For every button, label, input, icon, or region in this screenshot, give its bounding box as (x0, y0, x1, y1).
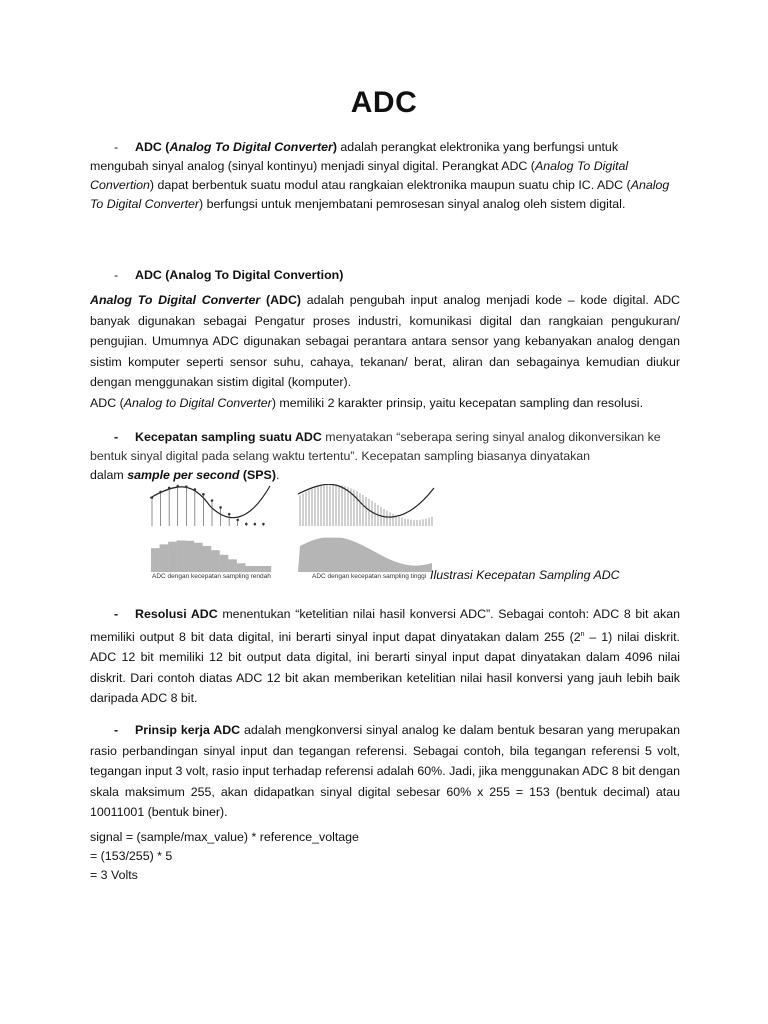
characteristics-line: ADC (Analog to Digital Converter) memiliki 2 karakter prinsip, yaitu kecepatan sampling dan resolusi. (90, 395, 644, 410)
quantized-step (194, 543, 203, 572)
sample-point (151, 497, 153, 499)
sample-point (245, 523, 247, 525)
section-heading-adc: - ADC (Analog To Digital Convertion) (90, 266, 680, 285)
quantized-step (177, 540, 186, 572)
list-dash: - (114, 140, 119, 154)
sample-point (254, 523, 256, 525)
sample-point (237, 519, 239, 521)
list-dash: - (114, 723, 119, 737)
formula-block (90, 828, 680, 885)
quantized-step (228, 559, 237, 572)
low-sampling-illustration (148, 484, 273, 572)
quantized-step (254, 566, 263, 572)
quantized-step (151, 548, 160, 572)
sample-point (211, 500, 213, 502)
quantized-step (245, 566, 254, 572)
list-dash: - (114, 268, 119, 282)
term-expansion: Analog To Digital Converter (169, 140, 333, 154)
quantized-step (220, 555, 229, 572)
sample-point (160, 491, 162, 493)
quantized-step (237, 563, 246, 572)
figure-caption: Ilustrasi Kecepatan Sampling ADC (430, 568, 620, 582)
high-sampling-illustration (296, 484, 436, 572)
quantized-step (211, 550, 220, 572)
quantized-step (160, 544, 169, 572)
sample-point (202, 493, 204, 495)
caption-high-sampling: ADC dengan kecepatan sampling tinggi (312, 573, 427, 580)
working-principle-paragraph: - Prinsip kerja ADC adalah mengkonversi sinyal analog ke dalam bentuk besaran yang merupakan rasio perbandingan sinyal input dan tegangan referensi. Sebagai contoh, bila tegangan referensi 5 volt, tegangan input 3 volt, rasio input terhadap referensi adalah 60%. Jadi, jika menggunakan ADC 8 bit dengan skala maksimum 255, akan didapatkan sinyal digital sebesar 60% x 255 = 153 (bentuk decimal) atau 10011001 (bentuk biner). (90, 720, 680, 823)
list-dash: - (114, 430, 119, 444)
principle-heading: Prinsip kerja ADC (135, 723, 241, 737)
quantized-step (185, 541, 194, 572)
sample-point (262, 523, 264, 525)
formula-line: = (153/255) * 5 (90, 849, 173, 863)
resolution-heading: Resolusi ADC (135, 607, 218, 621)
term-adc: ADC (135, 140, 162, 154)
sample-point (228, 513, 230, 515)
definition-paragraph: Analog To Digital Converter (ADC) adalah pengubah input analog menjadi kode – kode digital. ADC banyak digunakan sebagai Pengatur proses industri, komunikasi digital dan rangkaian pengukuran/ pengujian. Umumnya ADC digunakan sebagai perantara antara sensor yang kebanyakan analog dengan sistim komputer seperti sensor suhu, cahaya, tekanan/ berat, aliran dan sebagainya kemudian diukur dengan menggunakan sistim digital (komputer). ADC (Analog to Digital Converter) memiliki 2 karakter prinsip, yaitu kecepatan sampling dan resolusi. (90, 290, 680, 413)
sample-point (185, 486, 187, 488)
sample-point (168, 487, 170, 489)
sampling-paragraph: - Kecepatan sampling suatu ADC menyatakan “seberapa sering sinyal analog dikonversikan ke bentuk sinyal digital pada selang waktu tertentu”. Kecepatan sampling biasanya dinyatakan dalam sample per second (SPS). (90, 430, 661, 482)
resolution-paragraph: - Resolusi ADC menentukan “ketelitian nilai hasil konversi ADC”. Sebagai contoh: ADC 8 bit akan memiliki output 8 bit data digital, ini berarti sinyal input dapat dinyatakan dalam 255 (2$^n$ – 1) nilai diskrit. ADC 12 bit memiliki 12 bit output data digital, ini berarti sinyal input dapat dinyatakan dalam 4096 nilai diskrit. Dari contoh diatas ADC 12 bit akan memberikan ketelitian nilai hasil konversi yang jauh lebih baik daripada ADC 8 bit. (90, 604, 680, 709)
list-dash: - (114, 607, 119, 621)
intro-paragraph: - ADC (Analog To Digital Converter) adalah perangkat elektronika yang berfungsi untuk mengubah sinyal analog (sinyal kontinyu) menjadi sinyal digital. Perangkat ADC (Analog To Digital Convertion) dapat berbentuk suatu modul atau rangkaian elektronika maupun suatu chip IC. ADC (Analog To Digital Converter) berfungsi untuk menjembatani pemrosesan sinyal analog oleh sistem digital. (90, 140, 670, 211)
formula-line: signal = (sample/max_value) * reference_voltage (90, 830, 359, 844)
quantized-step (202, 546, 211, 572)
sampling-heading: Kecepatan sampling suatu ADC (135, 430, 322, 444)
sample-point (177, 485, 179, 487)
caption-low-sampling: ADC dengan kecepatan sampling rendah (152, 573, 271, 580)
sample-point (194, 488, 196, 490)
term-converter: Analog To Digital Converter (90, 293, 261, 307)
quantized-step (262, 566, 271, 572)
sample-point (220, 506, 222, 508)
formula-line: = 3 Volts (90, 868, 138, 882)
quantized-step (168, 542, 177, 572)
page-title: ADC (350, 86, 418, 119)
